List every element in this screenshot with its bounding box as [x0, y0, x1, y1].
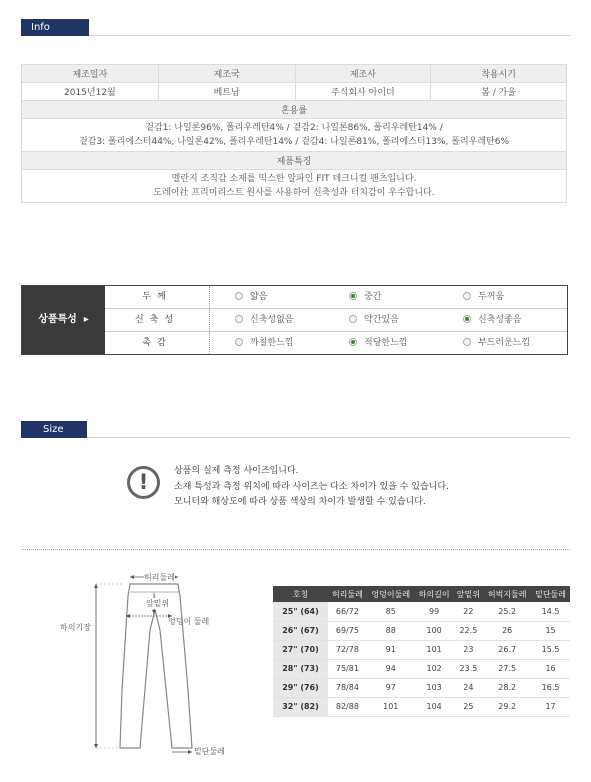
- size-value-cell: 25.2: [483, 602, 531, 621]
- size-label-cell: 29" (76): [273, 678, 328, 697]
- size-table-row: [273, 640, 570, 659]
- size-value-cell: 25: [454, 697, 484, 716]
- char-row-touch: [105, 332, 567, 355]
- info-header-cell: 제조일자: [22, 65, 159, 83]
- size-section-header: [21, 421, 570, 438]
- info-section-title: Info: [21, 19, 89, 36]
- char-option: 두꺼움: [463, 286, 504, 308]
- size-value-cell: 66/72: [328, 602, 367, 621]
- size-notice: [174, 464, 449, 511]
- info-value-cell: 2015년12월: [22, 83, 159, 101]
- size-label-cell: 32" (82): [273, 697, 328, 716]
- hem-label: 밑단둘레: [194, 747, 225, 756]
- size-value-cell: 14.5: [531, 602, 570, 621]
- info-table: [21, 64, 567, 203]
- size-label-cell: 27" (70): [273, 640, 328, 659]
- size-value-cell: 101: [415, 640, 454, 659]
- size-value-cell: 15.5: [531, 640, 570, 659]
- size-table-row: [273, 678, 570, 697]
- size-value-cell: 16: [531, 659, 570, 678]
- info-section-header: [21, 19, 570, 36]
- blend-text: [22, 119, 567, 152]
- radio-icon: [235, 315, 243, 323]
- size-table-row: [273, 697, 570, 716]
- size-value-cell: 99: [415, 602, 454, 621]
- radio-icon: [235, 292, 243, 300]
- radio-icon: [235, 338, 243, 346]
- size-value-cell: 103: [415, 678, 454, 697]
- product-characteristics: [21, 285, 568, 355]
- size-value-cell: 29.2: [483, 697, 531, 716]
- size-value-cell: 104: [415, 697, 454, 716]
- size-value-cell: 28.2: [483, 678, 531, 697]
- size-value-cell: 27.5: [483, 659, 531, 678]
- size-value-cell: 26.7: [483, 640, 531, 659]
- feature-header: 제품특징: [22, 152, 567, 170]
- front-rise-label: 앞밑위: [146, 599, 170, 608]
- size-value-cell: 101: [367, 697, 415, 716]
- size-value-cell: 75/81: [328, 659, 367, 678]
- char-option: 신축성없음: [235, 309, 293, 331]
- char-option: 까칠한느낌: [235, 332, 293, 354]
- radio-icon: [463, 292, 471, 300]
- char-name: 두께: [105, 286, 210, 308]
- char-row-thickness: [105, 286, 567, 309]
- size-value-cell: 23.5: [454, 659, 484, 678]
- blend-header: 혼용률: [22, 101, 567, 119]
- size-table-row: [273, 621, 570, 640]
- size-col-header: 허리둘레: [328, 586, 367, 602]
- char-option: 약간있음: [349, 309, 399, 331]
- hip-label: 엉덩이 둘레: [168, 617, 210, 626]
- info-value-cell: 주식회사 아이더: [295, 83, 431, 101]
- size-value-cell: 85: [367, 602, 415, 621]
- waist-label: 허리둘레: [144, 573, 175, 582]
- pants-measurement-diagram: [60, 570, 270, 760]
- size-label-cell: 25" (64): [273, 602, 328, 621]
- radio-selected-icon: [349, 292, 357, 300]
- size-section-title: Size: [21, 421, 87, 438]
- size-value-cell: 94: [367, 659, 415, 678]
- size-value-cell: 22.5: [454, 621, 484, 640]
- exclamation-icon: !: [127, 466, 160, 499]
- size-value-cell: 102: [415, 659, 454, 678]
- size-col-header: 엉덩이둘레: [367, 586, 415, 602]
- size-value-cell: 91: [367, 640, 415, 659]
- size-table-header: [273, 586, 570, 602]
- info-header-cell: 제조사: [295, 65, 431, 83]
- feature-line: 멜란지 조직감 소재를 믹스한 알파인 FIT 테크니컬 팬츠입니다.: [171, 174, 417, 184]
- size-value-cell: 88: [367, 621, 415, 640]
- char-option: 중간: [349, 286, 381, 308]
- info-header-cell: 착용시기: [431, 65, 567, 83]
- feature-line: 도레이社 프리미리스트 원사를 사용하여 신축성과 터치감이 우수합니다.: [153, 188, 435, 198]
- inseam-label: 하의기장: [60, 623, 91, 632]
- size-label-cell: 28" (73): [273, 659, 328, 678]
- size-table-row: [273, 602, 570, 621]
- info-header-cell: 제조국: [158, 65, 295, 83]
- info-header-row: [22, 65, 567, 83]
- size-value-cell: 23: [454, 640, 484, 659]
- size-col-header: 허벅지둘레: [483, 586, 531, 602]
- notice-line: 모니터와 해상도에 따라 상품 색상의 차이가 발생할 수 있습니다.: [174, 497, 426, 507]
- feature-text: [22, 170, 567, 203]
- size-value-cell: 22: [454, 602, 484, 621]
- radio-icon: [463, 338, 471, 346]
- char-name: 촉감: [105, 332, 210, 354]
- size-value-cell: 24: [454, 678, 484, 697]
- characteristics-label: 상품특성 ▸: [22, 286, 105, 354]
- char-option: 얇음: [235, 286, 267, 308]
- char-option: 부드러운느낌: [463, 332, 530, 354]
- size-table: [273, 586, 570, 717]
- notice-line: 소재 특성과 측정 위치에 따라 사이즈는 다소 차이가 있을 수 있습니다.: [174, 481, 449, 492]
- char-option: 적당한느낌: [349, 332, 407, 354]
- radio-icon: [349, 315, 357, 323]
- blend-line: 겉감3: 폴리에스터44%, 나일론42%, 폴리우레탄14% / 겉감4: 나일론81%, 폴리에스터13%, 폴리우레탄6%: [79, 137, 509, 147]
- notice-line: 상품의 실제 측정 사이즈입니다.: [174, 466, 299, 476]
- size-label-cell: 26" (67): [273, 621, 328, 640]
- size-value-cell: 16.5: [531, 678, 570, 697]
- size-value-cell: 26: [483, 621, 531, 640]
- size-value-cell: 17: [531, 697, 570, 716]
- char-row-stretch: [105, 309, 567, 332]
- size-value-cell: 97: [367, 678, 415, 697]
- size-value-cell: 82/88: [328, 697, 367, 716]
- blend-line: 겉감1: 나일론96%, 폴리우레탄4% / 겉감2: 나일론86%, 폴리우레탄14% /: [145, 123, 443, 133]
- char-name: 신축성: [105, 309, 210, 331]
- char-option: 신축성좋음: [463, 309, 521, 331]
- info-value-cell: 봄 / 가을: [431, 83, 567, 101]
- size-col-header: 밑단둘레: [531, 586, 570, 602]
- radio-selected-icon: [349, 338, 357, 346]
- size-value-cell: 72/78: [328, 640, 367, 659]
- radio-selected-icon: [463, 315, 471, 323]
- size-value-cell: 100: [415, 621, 454, 640]
- size-table-row: [273, 659, 570, 678]
- size-value-cell: 78/84: [328, 678, 367, 697]
- size-col-header: 호칭: [273, 586, 328, 602]
- size-col-header: 앞밑위: [454, 586, 484, 602]
- dotted-divider: [21, 549, 570, 550]
- size-col-header: 하의길이: [415, 586, 454, 602]
- info-value-row: [22, 83, 567, 101]
- size-value-cell: 69/75: [328, 621, 367, 640]
- info-value-cell: 베트남: [158, 83, 295, 101]
- size-value-cell: 15: [531, 621, 570, 640]
